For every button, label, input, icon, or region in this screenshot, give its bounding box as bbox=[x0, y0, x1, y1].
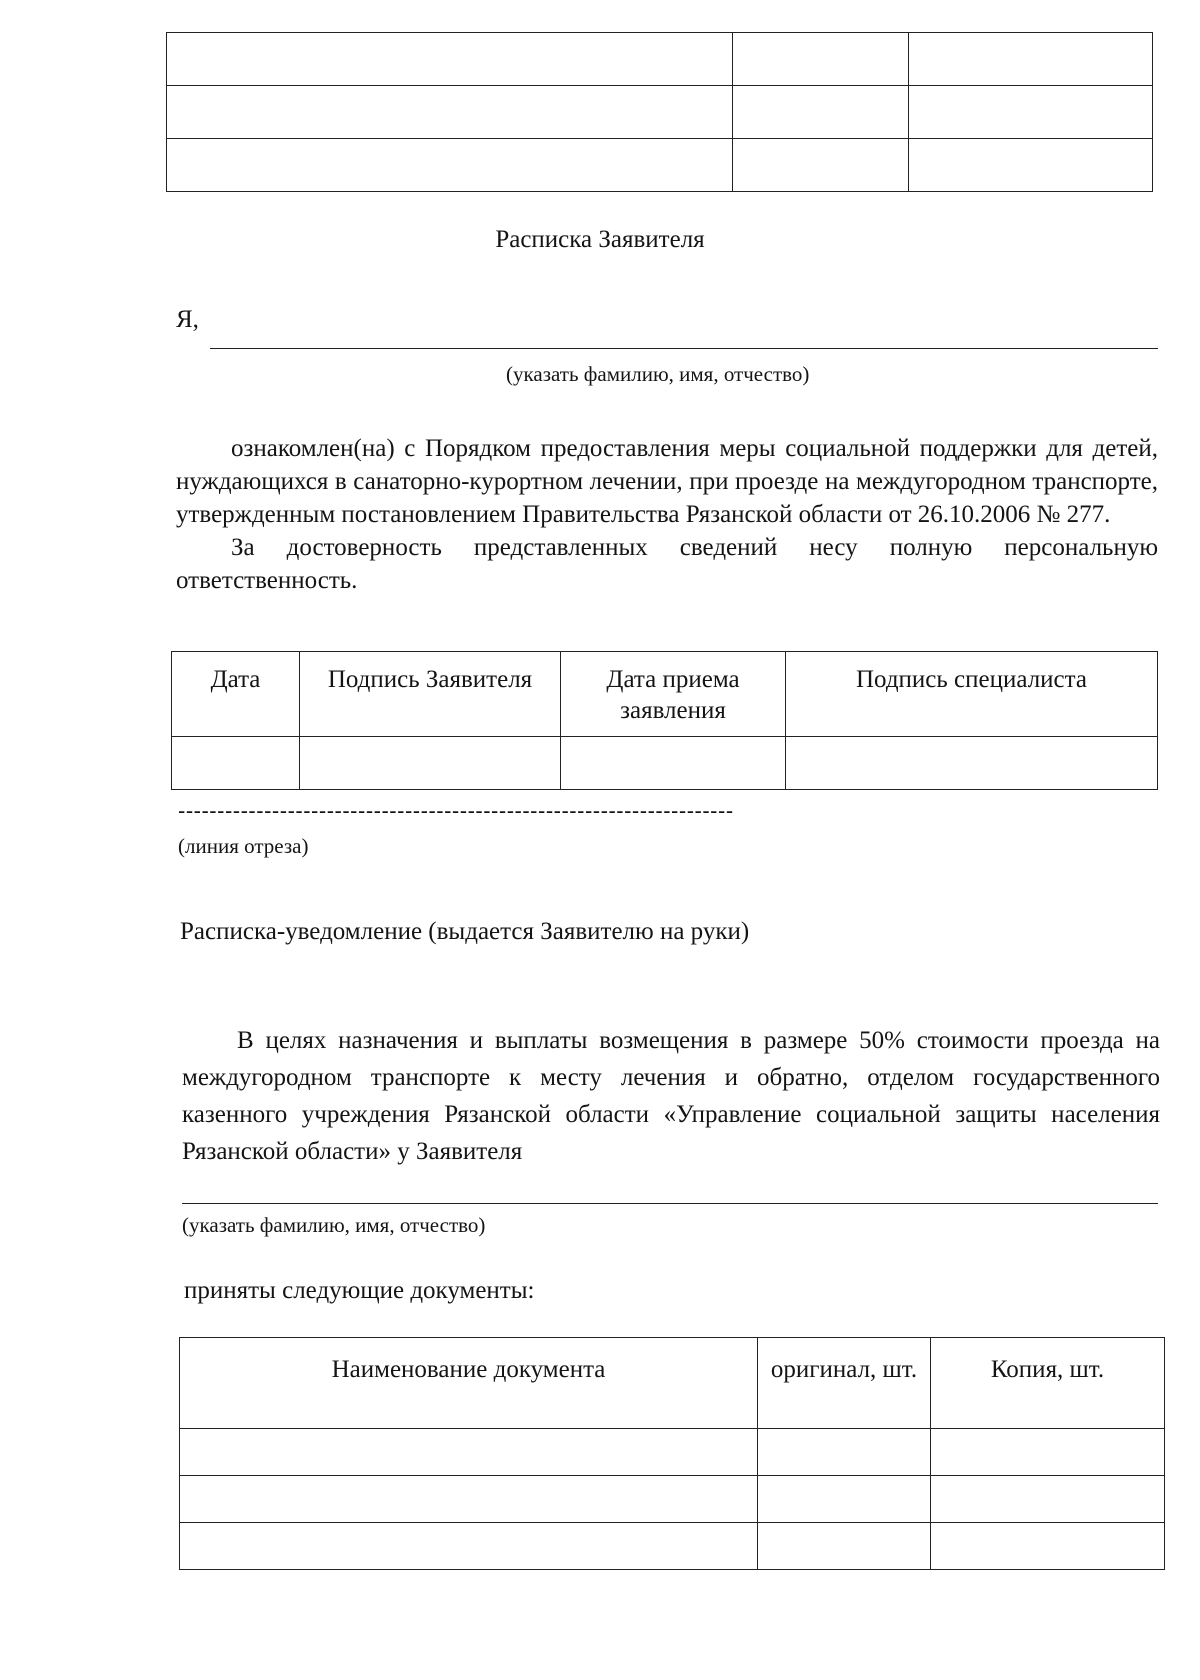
cut-line-label: (линия отреза) bbox=[178, 834, 309, 858]
date-cell[interactable] bbox=[172, 737, 300, 790]
acknowledgement-text bbox=[176, 432, 1158, 597]
header-applicant-signature: Подпись Заявителя bbox=[300, 652, 561, 737]
documents-table bbox=[179, 1337, 1165, 1570]
table-cell[interactable] bbox=[733, 33, 909, 86]
header-original-count: оригинал, шт. bbox=[758, 1338, 931, 1429]
notice-name-hint: (указать фамилию, имя, отчество) bbox=[182, 1213, 486, 1237]
table-row bbox=[180, 1523, 1165, 1570]
table-cell[interactable] bbox=[733, 139, 909, 192]
applicant-name-hint: (указать фамилию, имя, отчество) bbox=[506, 362, 810, 386]
header-date: Дата bbox=[172, 652, 300, 737]
table-cell[interactable] bbox=[167, 139, 733, 192]
header-document-name: Наименование документа bbox=[180, 1338, 758, 1429]
document-name-cell[interactable] bbox=[180, 1429, 758, 1476]
table-cell[interactable] bbox=[167, 33, 733, 86]
signature-table bbox=[171, 651, 1158, 790]
table-row bbox=[167, 86, 1153, 139]
cut-line: ----------------------------------------------------------------------- bbox=[178, 798, 734, 823]
table-cell[interactable] bbox=[909, 86, 1153, 139]
table-row bbox=[180, 1429, 1165, 1476]
header-receipt-date: Дата приема заявления bbox=[561, 652, 786, 737]
copy-count-cell[interactable] bbox=[931, 1476, 1165, 1523]
table-cell[interactable] bbox=[909, 139, 1153, 192]
copy-count-cell[interactable] bbox=[931, 1523, 1165, 1570]
original-count-cell[interactable] bbox=[758, 1523, 931, 1570]
applicant-signature-cell[interactable] bbox=[300, 737, 561, 790]
table-row bbox=[167, 139, 1153, 192]
original-count-cell[interactable] bbox=[758, 1429, 931, 1476]
document-name-cell[interactable] bbox=[180, 1476, 758, 1523]
applicant-prefix: Я, bbox=[176, 306, 199, 333]
table-row bbox=[172, 737, 1158, 790]
header-specialist-signature: Подпись специалиста bbox=[786, 652, 1158, 737]
document-name-cell[interactable] bbox=[180, 1523, 758, 1570]
table-cell[interactable] bbox=[909, 33, 1153, 86]
header-copy-count: Копия, шт. bbox=[931, 1338, 1165, 1429]
table-row bbox=[180, 1476, 1165, 1523]
notice-text: В целях назначения и выплаты возмещения в размере 50% стоимости проезда на междугородном транспорте к месту лечения и обратно, отделом государственного казенного учреждения Рязанской области «Управление социальной защиты населения Рязанской области» у Заявителя bbox=[182, 1027, 1160, 1165]
applicant-name-line[interactable] bbox=[210, 348, 1158, 349]
original-count-cell[interactable] bbox=[758, 1476, 931, 1523]
receipt-date-cell[interactable] bbox=[561, 737, 786, 790]
table-header-row bbox=[172, 652, 1158, 737]
table-cell[interactable] bbox=[733, 86, 909, 139]
accepted-documents-label: приняты следующие документы: bbox=[184, 1277, 535, 1304]
top-continuation-table bbox=[166, 32, 1153, 192]
responsibility-paragraph: За достоверность представленных сведений несу полную персональную ответственность. bbox=[176, 534, 1158, 594]
notice-name-line[interactable] bbox=[182, 1203, 1158, 1204]
table-cell[interactable] bbox=[167, 86, 733, 139]
acknowledgement-paragraph: ознакомлен(на) с Порядком предоставления меры социальной поддержки для детей, нуждающихся в санаторно-курортном лечении, при проезде на междугородном транспорте, утвержденным постановлением Правительства Рязанской области от 26.10.2006 № 277. bbox=[176, 435, 1158, 528]
notice-title: Расписка-уведомление (выдается Заявителю на руки) bbox=[180, 918, 750, 945]
table-row bbox=[167, 33, 1153, 86]
table-header-row bbox=[180, 1338, 1165, 1429]
specialist-signature-cell[interactable] bbox=[786, 737, 1158, 790]
copy-count-cell[interactable] bbox=[931, 1429, 1165, 1476]
receipt-title: Расписка Заявителя bbox=[495, 226, 705, 253]
